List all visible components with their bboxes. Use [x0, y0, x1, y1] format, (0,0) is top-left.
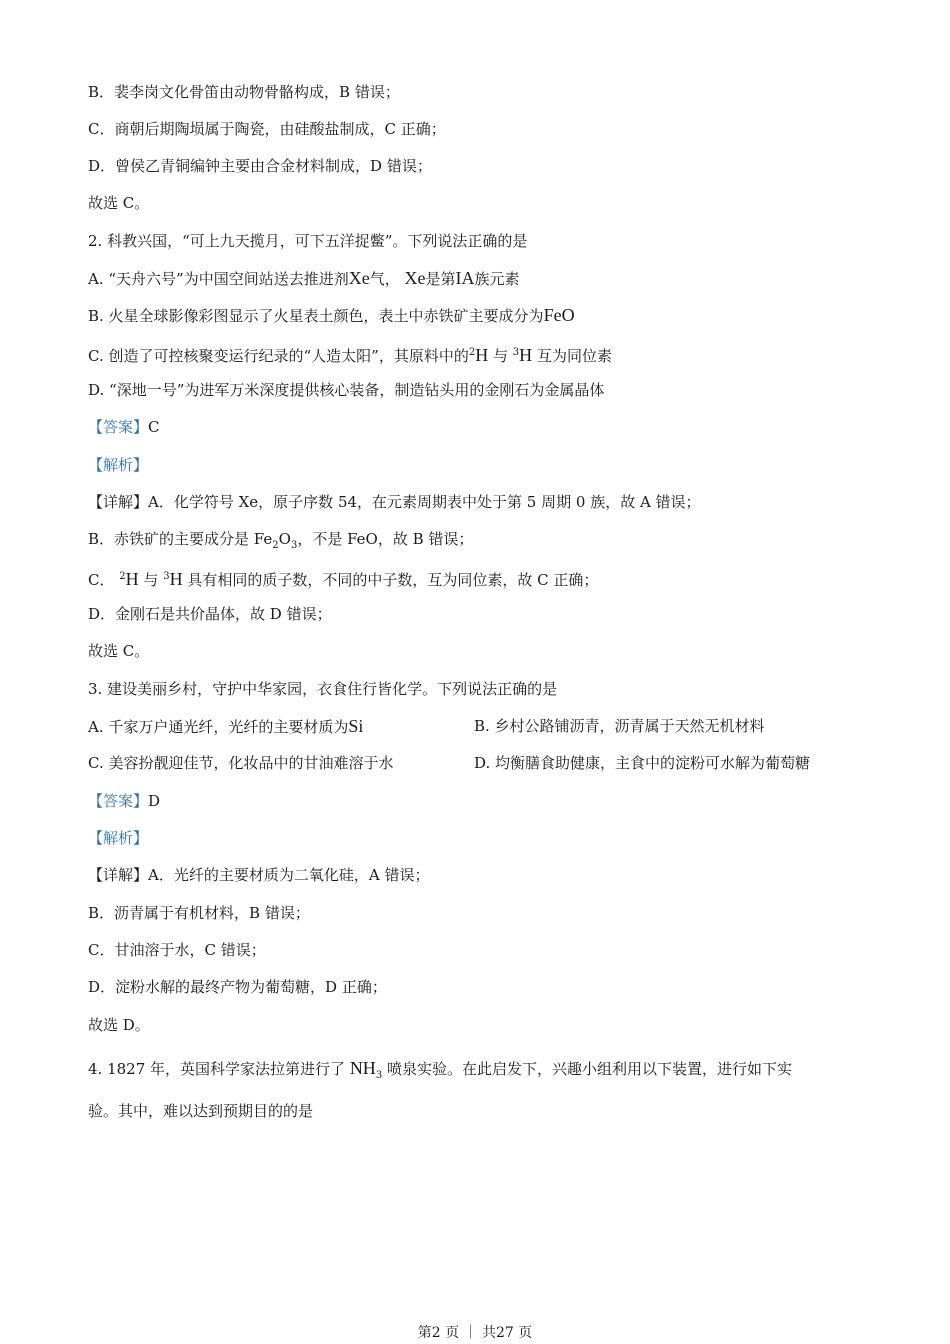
q3-detail-b: B．沥青属于有机材料，B 错误；: [88, 904, 310, 922]
q2-option-b: B. 火星全球影像彩图显示了火星表土颜色，表土中赤铁矿主要成分为FeO: [88, 305, 575, 325]
q1-explanation-c: C．商朝后期陶埙属于陶瓷，由硅酸盐制成，C 正确；: [88, 120, 446, 138]
q3-analysis-tag: 【解析】: [88, 829, 149, 847]
q3-detail-a: 【详解】A．光纤的主要材质为二氧化硅，A 错误；: [88, 866, 430, 884]
answer-tag: 【答案】: [88, 792, 149, 810]
q2-detail-c: C． $^2$H 与 $^3$H 具有相同的质子数，不同的中子数，互为同位素，故 C 正确；: [88, 569, 599, 589]
q2-option-c: C. 创造了可控核聚变运行纪录的“人造太阳”，其原料中的$^2$H 与 $^3$H 互为同位素: [88, 345, 612, 365]
q4-stem-line2: 验。其中，难以达到预期目的的是: [88, 1102, 314, 1120]
q3-detail-d: D．淀粉水解的最终产物为葡萄糖，D 正确；: [88, 978, 387, 996]
q3-detail-c: C．甘油溶于水，C 错误；: [88, 941, 266, 959]
q3-answer: 【答案】D: [88, 792, 161, 810]
detail-tag: 【详解】: [88, 493, 149, 511]
q2-detail-d: D．金刚石是共价晶体，故 D 错误；: [88, 605, 332, 623]
q2-analysis-tag: 【解析】: [88, 456, 149, 474]
detail-tag: 【详解】: [88, 866, 149, 884]
q4-stem: 4. 1827 年，英国科学家法拉第进行了 $NH_3$ 喷泉实验。在此启发下，兴趣小组利用以下装置，进行如下实: [88, 1058, 792, 1081]
q2-option-a: A. “天舟六号”为中国空间站送去推进剂Xe气， Xe是第IA族元素: [88, 268, 520, 288]
answer-tag: 【答案】: [88, 418, 149, 436]
q3-option-d: D. 均衡膳食助健康，主食中的淀粉可水解为葡萄糖: [474, 754, 811, 772]
q2-conclusion: 故选 C。: [88, 642, 150, 660]
q3-conclusion: 故选 D。: [88, 1016, 150, 1034]
q2-answer: 【答案】C: [88, 418, 160, 436]
q3-stem: 3. 建设美丽乡村，守护中华家园，衣食住行皆化学。下列说法正确的是: [88, 680, 558, 698]
q2-detail-b: B．赤铁矿的主要成分是 $Fe_2O_3$，不是 FeO，故 B 错误；: [88, 530, 474, 551]
q1-conclusion: 故选 C。: [88, 194, 150, 212]
q2-option-d: D. “深地一号”为进军万米深度提供核心装备，制造钻头用的金刚石为金属晶体: [88, 381, 605, 399]
page-footer: 第2 页 ｜ 共27 页: [417, 1325, 533, 1341]
q2-detail-a: 【详解】A．化学符号 Xe，原子序数 54，在元素周期表中处于第 5 周期 0 族，故 A 错误；: [88, 493, 701, 511]
q3-option-c: C. 美容扮靓迎佳节，化妆品中的甘油难溶于水: [88, 754, 394, 772]
q3-option-a: A. 千家万户通光纤，光纤的主要材质为Si: [88, 716, 364, 736]
q1-explanation-d: D．曾侯乙青铜编钟主要由合金材料制成，D 错误；: [88, 157, 432, 175]
q2-stem: 2. 科教兴国，“可上九天揽月，可下五洋捉鳖”。下列说法正确的是: [88, 232, 528, 250]
q3-option-b: B. 乡村公路铺沥青，沥青属于天然无机材料: [474, 717, 765, 735]
q1-explanation-b: B．裴李岗文化骨笛由动物骨骼构成，B 错误；: [88, 83, 400, 101]
